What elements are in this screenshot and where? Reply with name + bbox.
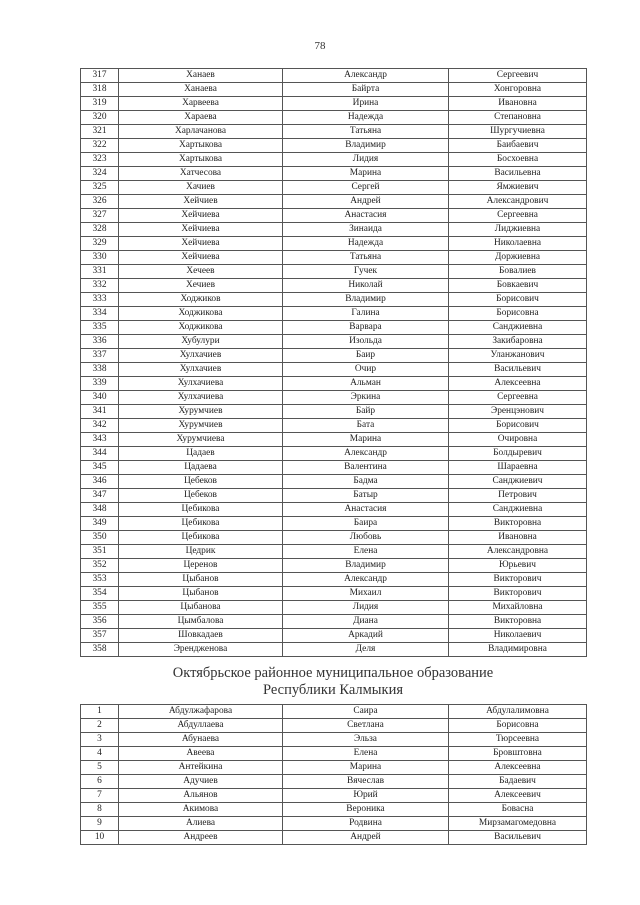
row-number: 324 bbox=[81, 167, 119, 181]
row-number: 352 bbox=[81, 559, 119, 573]
surname-cell: Ходжикова bbox=[119, 321, 283, 335]
surname-cell: Цадаева bbox=[119, 461, 283, 475]
patronymic-cell: Владимировна bbox=[449, 643, 587, 657]
section-title bbox=[80, 665, 586, 699]
patronymic-cell: Викторовна bbox=[449, 517, 587, 531]
row-number: 10 bbox=[81, 831, 119, 845]
first-name-cell: Татьяна bbox=[283, 251, 449, 265]
table-row bbox=[81, 761, 587, 775]
first-name-cell: Сергей bbox=[283, 181, 449, 195]
patronymic-cell: Абдулалимовна bbox=[449, 705, 587, 719]
patronymic-cell: Бовалиев bbox=[449, 265, 587, 279]
table-row bbox=[81, 747, 587, 761]
surname-cell: Цыбанов bbox=[119, 573, 283, 587]
row-number: 323 bbox=[81, 153, 119, 167]
first-name-cell: Вероника bbox=[283, 803, 449, 817]
row-number: 349 bbox=[81, 517, 119, 531]
surname-cell: Харлачанова bbox=[119, 125, 283, 139]
table-row bbox=[81, 517, 587, 531]
first-name-cell: Деля bbox=[283, 643, 449, 657]
patronymic-cell: Васильевич bbox=[449, 831, 587, 845]
surname-cell: Хечеев bbox=[119, 265, 283, 279]
row-number: 336 bbox=[81, 335, 119, 349]
table-row bbox=[81, 265, 587, 279]
row-number: 319 bbox=[81, 97, 119, 111]
row-number: 345 bbox=[81, 461, 119, 475]
table-row bbox=[81, 831, 587, 845]
surname-cell: Ходжикова bbox=[119, 307, 283, 321]
patronymic-cell: Сергеевна bbox=[449, 391, 587, 405]
first-name-cell: Марина bbox=[283, 761, 449, 775]
row-number: 8 bbox=[81, 803, 119, 817]
surname-cell: Цебеков bbox=[119, 489, 283, 503]
table-row bbox=[81, 377, 587, 391]
first-name-cell: Лидия bbox=[283, 601, 449, 615]
surname-cell: Церенов bbox=[119, 559, 283, 573]
first-name-cell: Батыр bbox=[283, 489, 449, 503]
first-name-cell: Изольда bbox=[283, 335, 449, 349]
row-number: 333 bbox=[81, 293, 119, 307]
names-table-2 bbox=[80, 704, 587, 845]
patronymic-cell: Бадаевич bbox=[449, 775, 587, 789]
row-number: 344 bbox=[81, 447, 119, 461]
first-name-cell: Байр bbox=[283, 405, 449, 419]
patronymic-cell: Бровштовна bbox=[449, 747, 587, 761]
table-row bbox=[81, 461, 587, 475]
table-row bbox=[81, 475, 587, 489]
row-number: 7 bbox=[81, 789, 119, 803]
row-number: 355 bbox=[81, 601, 119, 615]
patronymic-cell: Шургучиевна bbox=[449, 125, 587, 139]
patronymic-cell: Уланжанович bbox=[449, 349, 587, 363]
row-number: 322 bbox=[81, 139, 119, 153]
first-name-cell: Зинаида bbox=[283, 223, 449, 237]
names-table-1-body bbox=[81, 69, 587, 657]
patronymic-cell: Закибаровна bbox=[449, 335, 587, 349]
row-number: 347 bbox=[81, 489, 119, 503]
first-name-cell: Марина bbox=[283, 433, 449, 447]
first-name-cell: Ирина bbox=[283, 97, 449, 111]
table-row bbox=[81, 307, 587, 321]
surname-cell: Эрендженова bbox=[119, 643, 283, 657]
table-row bbox=[81, 391, 587, 405]
first-name-cell: Эркина bbox=[283, 391, 449, 405]
first-name-cell: Родвина bbox=[283, 817, 449, 831]
surname-cell: Цебикова bbox=[119, 531, 283, 545]
surname-cell: Хулхачиева bbox=[119, 391, 283, 405]
patronymic-cell: Михайловна bbox=[449, 601, 587, 615]
first-name-cell: Альман bbox=[283, 377, 449, 391]
surname-cell: Ханаева bbox=[119, 83, 283, 97]
surname-cell: Харвеева bbox=[119, 97, 283, 111]
table-row bbox=[81, 335, 587, 349]
row-number: 357 bbox=[81, 629, 119, 643]
surname-cell: Андреев bbox=[119, 831, 283, 845]
row-number: 330 bbox=[81, 251, 119, 265]
table-row bbox=[81, 69, 587, 83]
first-name-cell: Марина bbox=[283, 167, 449, 181]
first-name-cell: Андрей bbox=[283, 831, 449, 845]
table-row bbox=[81, 629, 587, 643]
surname-cell: Цедрик bbox=[119, 545, 283, 559]
first-name-cell: Владимир bbox=[283, 139, 449, 153]
row-number: 329 bbox=[81, 237, 119, 251]
first-name-cell: Саира bbox=[283, 705, 449, 719]
row-number: 2 bbox=[81, 719, 119, 733]
patronymic-cell: Алексеевна bbox=[449, 761, 587, 775]
patronymic-cell: Доржиевна bbox=[449, 251, 587, 265]
row-number: 317 bbox=[81, 69, 119, 83]
patronymic-cell: Викторовна bbox=[449, 615, 587, 629]
patronymic-cell: Борисович bbox=[449, 419, 587, 433]
table-row bbox=[81, 167, 587, 181]
patronymic-cell: Сергеевич bbox=[449, 69, 587, 83]
surname-cell: Ходжиков bbox=[119, 293, 283, 307]
row-number: 318 bbox=[81, 83, 119, 97]
surname-cell: Хараева bbox=[119, 111, 283, 125]
patronymic-cell: Мирзамагомедовна bbox=[449, 817, 587, 831]
surname-cell: Цадаев bbox=[119, 447, 283, 461]
table-row bbox=[81, 321, 587, 335]
table-row bbox=[81, 195, 587, 209]
surname-cell: Хейчиева bbox=[119, 209, 283, 223]
table-row bbox=[81, 447, 587, 461]
patronymic-cell: Тюрсеевна bbox=[449, 733, 587, 747]
row-number: 5 bbox=[81, 761, 119, 775]
table-row bbox=[81, 775, 587, 789]
table-row bbox=[81, 363, 587, 377]
row-number: 3 bbox=[81, 733, 119, 747]
surname-cell: Акимова bbox=[119, 803, 283, 817]
first-name-cell: Бадма bbox=[283, 475, 449, 489]
table-row bbox=[81, 153, 587, 167]
row-number: 320 bbox=[81, 111, 119, 125]
row-number: 353 bbox=[81, 573, 119, 587]
row-number: 328 bbox=[81, 223, 119, 237]
table-row bbox=[81, 531, 587, 545]
row-number: 332 bbox=[81, 279, 119, 293]
surname-cell: Хейчиев bbox=[119, 195, 283, 209]
row-number: 346 bbox=[81, 475, 119, 489]
table-row bbox=[81, 817, 587, 831]
table-row bbox=[81, 349, 587, 363]
patronymic-cell: Хонгоровна bbox=[449, 83, 587, 97]
patronymic-cell: Санджиевич bbox=[449, 475, 587, 489]
page-number: 78 bbox=[314, 40, 326, 52]
surname-cell: Хубулури bbox=[119, 335, 283, 349]
first-name-cell: Варвара bbox=[283, 321, 449, 335]
patronymic-cell: Баибаевич bbox=[449, 139, 587, 153]
surname-cell: Хачиев bbox=[119, 181, 283, 195]
first-name-cell: Очир bbox=[283, 363, 449, 377]
table-row bbox=[81, 503, 587, 517]
surname-cell: Хартыкова bbox=[119, 139, 283, 153]
surname-cell: Хулхачиев bbox=[119, 349, 283, 363]
row-number: 326 bbox=[81, 195, 119, 209]
table-row bbox=[81, 83, 587, 97]
surname-cell: Хечиев bbox=[119, 279, 283, 293]
patronymic-cell: Борисович bbox=[449, 293, 587, 307]
row-number: 337 bbox=[81, 349, 119, 363]
table-row bbox=[81, 223, 587, 237]
patronymic-cell: Николаевна bbox=[449, 237, 587, 251]
row-number: 1 bbox=[81, 705, 119, 719]
table-row bbox=[81, 719, 587, 733]
patronymic-cell: Васильевна bbox=[449, 167, 587, 181]
table-row bbox=[81, 111, 587, 125]
surname-cell: Хейчиева bbox=[119, 251, 283, 265]
table-row bbox=[81, 705, 587, 719]
patronymic-cell: Степановна bbox=[449, 111, 587, 125]
first-name-cell: Байрта bbox=[283, 83, 449, 97]
patronymic-cell: Санджиевна bbox=[449, 503, 587, 517]
surname-cell: Алиева bbox=[119, 817, 283, 831]
row-number: 6 bbox=[81, 775, 119, 789]
first-name-cell: Елена bbox=[283, 545, 449, 559]
table-row bbox=[81, 293, 587, 307]
row-number: 350 bbox=[81, 531, 119, 545]
table-row bbox=[81, 601, 587, 615]
table-row bbox=[81, 209, 587, 223]
row-number: 343 bbox=[81, 433, 119, 447]
patronymic-cell: Николаевич bbox=[449, 629, 587, 643]
patronymic-cell: Александровна bbox=[449, 545, 587, 559]
row-number: 325 bbox=[81, 181, 119, 195]
first-name-cell: Баир bbox=[283, 349, 449, 363]
surname-cell: Абдуллаева bbox=[119, 719, 283, 733]
table-row bbox=[81, 139, 587, 153]
table-row bbox=[81, 433, 587, 447]
surname-cell: Хулхачиева bbox=[119, 377, 283, 391]
row-number: 321 bbox=[81, 125, 119, 139]
patronymic-cell: Босхоевна bbox=[449, 153, 587, 167]
first-name-cell: Светлана bbox=[283, 719, 449, 733]
table-row bbox=[81, 97, 587, 111]
names-table-2-body bbox=[81, 705, 587, 845]
surname-cell: Абунаева bbox=[119, 733, 283, 747]
first-name-cell: Диана bbox=[283, 615, 449, 629]
row-number: 342 bbox=[81, 419, 119, 433]
table-row bbox=[81, 559, 587, 573]
table-row bbox=[81, 405, 587, 419]
table-row bbox=[81, 419, 587, 433]
patronymic-cell: Алексеевна bbox=[449, 377, 587, 391]
patronymic-cell: Александрович bbox=[449, 195, 587, 209]
first-name-cell: Галина bbox=[283, 307, 449, 321]
patronymic-cell: Шараевна bbox=[449, 461, 587, 475]
row-number: 354 bbox=[81, 587, 119, 601]
patronymic-cell: Борисовна bbox=[449, 307, 587, 321]
surname-cell: Цебикова bbox=[119, 503, 283, 517]
row-number: 327 bbox=[81, 209, 119, 223]
first-name-cell: Бата bbox=[283, 419, 449, 433]
first-name-cell: Александр bbox=[283, 573, 449, 587]
patronymic-cell: Борисовна bbox=[449, 719, 587, 733]
first-name-cell: Надежда bbox=[283, 237, 449, 251]
first-name-cell: Михаил bbox=[283, 587, 449, 601]
patronymic-cell: Юрьевич bbox=[449, 559, 587, 573]
row-number: 335 bbox=[81, 321, 119, 335]
table-row bbox=[81, 545, 587, 559]
first-name-cell: Лидия bbox=[283, 153, 449, 167]
table-row bbox=[81, 489, 587, 503]
patronymic-cell: Санджиевна bbox=[449, 321, 587, 335]
surname-cell: Хатчесова bbox=[119, 167, 283, 181]
first-name-cell: Надежда bbox=[283, 111, 449, 125]
first-name-cell: Владимир bbox=[283, 293, 449, 307]
first-name-cell: Александр bbox=[283, 69, 449, 83]
surname-cell: Цыбанов bbox=[119, 587, 283, 601]
first-name-cell: Елена bbox=[283, 747, 449, 761]
table-row bbox=[81, 237, 587, 251]
names-table-1 bbox=[80, 68, 587, 657]
patronymic-cell: Васильевич bbox=[449, 363, 587, 377]
patronymic-cell: Викторович bbox=[449, 587, 587, 601]
row-number: 358 bbox=[81, 643, 119, 657]
surname-cell: Цебеков bbox=[119, 475, 283, 489]
row-number: 340 bbox=[81, 391, 119, 405]
row-number: 341 bbox=[81, 405, 119, 419]
surname-cell: Цыбанова bbox=[119, 601, 283, 615]
first-name-cell: Анастасия bbox=[283, 503, 449, 517]
table-row bbox=[81, 181, 587, 195]
first-name-cell: Баира bbox=[283, 517, 449, 531]
table-row bbox=[81, 251, 587, 265]
first-name-cell: Вячеслав bbox=[283, 775, 449, 789]
table-row bbox=[81, 125, 587, 139]
patronymic-cell: Бовасна bbox=[449, 803, 587, 817]
section-title-line-2: Республики Калмыкия bbox=[262, 682, 404, 698]
table-row bbox=[81, 615, 587, 629]
section-title-line-1: Октябрьское районное муниципальное образование bbox=[172, 665, 494, 681]
first-name-cell: Александр bbox=[283, 447, 449, 461]
patronymic-cell: Ямжиевич bbox=[449, 181, 587, 195]
surname-cell: Хурумчиева bbox=[119, 433, 283, 447]
patronymic-cell: Очировна bbox=[449, 433, 587, 447]
patronymic-cell: Ивановна bbox=[449, 97, 587, 111]
surname-cell: Адучиев bbox=[119, 775, 283, 789]
row-number: 331 bbox=[81, 265, 119, 279]
surname-cell: Шовкадаев bbox=[119, 629, 283, 643]
surname-cell: Хартыкова bbox=[119, 153, 283, 167]
patronymic-cell: Бовкаевич bbox=[449, 279, 587, 293]
surname-cell: Цебикова bbox=[119, 517, 283, 531]
table-row bbox=[81, 733, 587, 747]
patronymic-cell: Эренцэнович bbox=[449, 405, 587, 419]
first-name-cell: Татьяна bbox=[283, 125, 449, 139]
patronymic-cell: Лиджиевна bbox=[449, 223, 587, 237]
table-row bbox=[81, 803, 587, 817]
table-row bbox=[81, 587, 587, 601]
surname-cell: Хурумчиев bbox=[119, 405, 283, 419]
row-number: 4 bbox=[81, 747, 119, 761]
first-name-cell: Николай bbox=[283, 279, 449, 293]
row-number: 356 bbox=[81, 615, 119, 629]
row-number: 339 bbox=[81, 377, 119, 391]
patronymic-cell: Сергеевна bbox=[449, 209, 587, 223]
first-name-cell: Юрий bbox=[283, 789, 449, 803]
patronymic-cell: Болдыревич bbox=[449, 447, 587, 461]
surname-cell: Абдулжафарова bbox=[119, 705, 283, 719]
row-number: 9 bbox=[81, 817, 119, 831]
surname-cell: Хулхачиев bbox=[119, 363, 283, 377]
first-name-cell: Гучек bbox=[283, 265, 449, 279]
patronymic-cell: Викторович bbox=[449, 573, 587, 587]
patronymic-cell: Алексеевич bbox=[449, 789, 587, 803]
row-number: 348 bbox=[81, 503, 119, 517]
surname-cell: Хейчиева bbox=[119, 237, 283, 251]
patronymic-cell: Петрович bbox=[449, 489, 587, 503]
first-name-cell: Андрей bbox=[283, 195, 449, 209]
row-number: 338 bbox=[81, 363, 119, 377]
row-number: 334 bbox=[81, 307, 119, 321]
surname-cell: Авеева bbox=[119, 747, 283, 761]
first-name-cell: Аркадий bbox=[283, 629, 449, 643]
table-row bbox=[81, 279, 587, 293]
first-name-cell: Любовь bbox=[283, 531, 449, 545]
table-row bbox=[81, 643, 587, 657]
surname-cell: Альянов bbox=[119, 789, 283, 803]
table-row bbox=[81, 789, 587, 803]
first-name-cell: Валентина bbox=[283, 461, 449, 475]
patronymic-cell: Ивановна bbox=[449, 531, 587, 545]
surname-cell: Хейчиева bbox=[119, 223, 283, 237]
table-row bbox=[81, 573, 587, 587]
first-name-cell: Эльза bbox=[283, 733, 449, 747]
surname-cell: Цымбалова bbox=[119, 615, 283, 629]
surname-cell: Хурумчиев bbox=[119, 419, 283, 433]
surname-cell: Антейкина bbox=[119, 761, 283, 775]
first-name-cell: Владимир bbox=[283, 559, 449, 573]
first-name-cell: Анастасия bbox=[283, 209, 449, 223]
surname-cell: Ханаев bbox=[119, 69, 283, 83]
row-number: 351 bbox=[81, 545, 119, 559]
